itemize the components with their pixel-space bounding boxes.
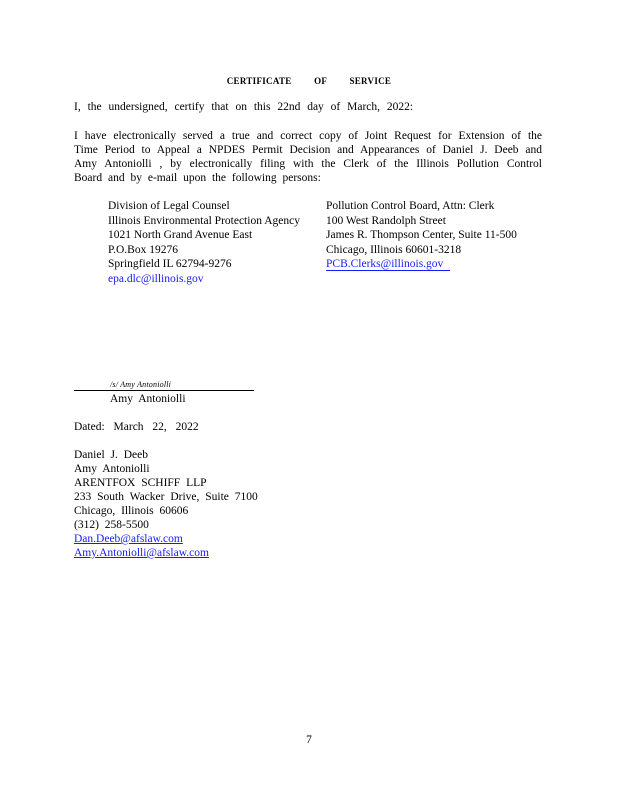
contact-line: ARENTFOX SCHIFF LLP [74, 477, 207, 489]
contact-line: Amy Antoniolli [74, 463, 150, 475]
signature-printed-name: Amy Antoniolli [110, 393, 186, 405]
recipient-epa-line: P.O.Box 19276 [108, 243, 178, 256]
recipient-pcb-line: 100 West Randolph Street [326, 214, 446, 227]
contact-email-link[interactable]: Dan.Deeb@afslaw.com [74, 533, 183, 545]
document-title: CERTIFICATE OF SERVICE [226, 76, 392, 86]
page-number: 7 [306, 734, 312, 746]
recipient-epa [108, 199, 300, 286]
attorney-contact-block [74, 448, 258, 560]
recipient-pcb-email-link[interactable]: PCB.Clerks@illinois.gov [326, 258, 450, 271]
recipient-pcb-line: Chicago, Illinois 60601-3218 [326, 243, 462, 256]
recipient-pcb-line: Pollution Control Board, Attn: Clerk [326, 200, 495, 212]
contact-line: 233 South Wacker Drive, Suite 7100 [74, 491, 258, 503]
recipient-epa-line: Springfield IL 62794-9276 [108, 258, 232, 270]
contact-line: Chicago, Illinois 60606 [74, 505, 189, 517]
contact-email-link[interactable]: Amy.Antoniolli@afslaw.com [74, 547, 209, 559]
contact-line: (312) 258-5500 [74, 519, 149, 531]
intro-statement: I, the undersigned, certify that on this 22nd day of March, 2022: [74, 101, 414, 113]
date-line: Dated: March 22, 2022 [74, 421, 199, 433]
signature-line [74, 390, 254, 391]
recipient-pcb-line: James R. Thompson Center, Suite 11-500 [326, 229, 517, 241]
signature-electronic: /s/ Amy Antoniolli [110, 380, 172, 389]
recipient-epa-email-link[interactable]: epa.dlc@illinois.gov [108, 272, 204, 285]
contact-line: Daniel J. Deeb [74, 449, 149, 461]
recipient-epa-line: Illinois Environmental Protection Agency [108, 214, 300, 227]
recipient-pcb [326, 199, 517, 272]
recipient-epa-line: Division of Legal Counsel [108, 200, 230, 212]
service-paragraph: I have electronically served a true and correct copy of Joint Request for Extension of the Time Period to Appeal a NPDES Permit Decision and Appearances of Daniel J. Deeb and Amy Antoniolli , by electronically filing with the Clerk of the Illinois Pollution Control Board and by e-mail upon the following persons: [74, 130, 542, 184]
recipient-epa-line: 1021 North Grand Avenue East [108, 229, 253, 241]
